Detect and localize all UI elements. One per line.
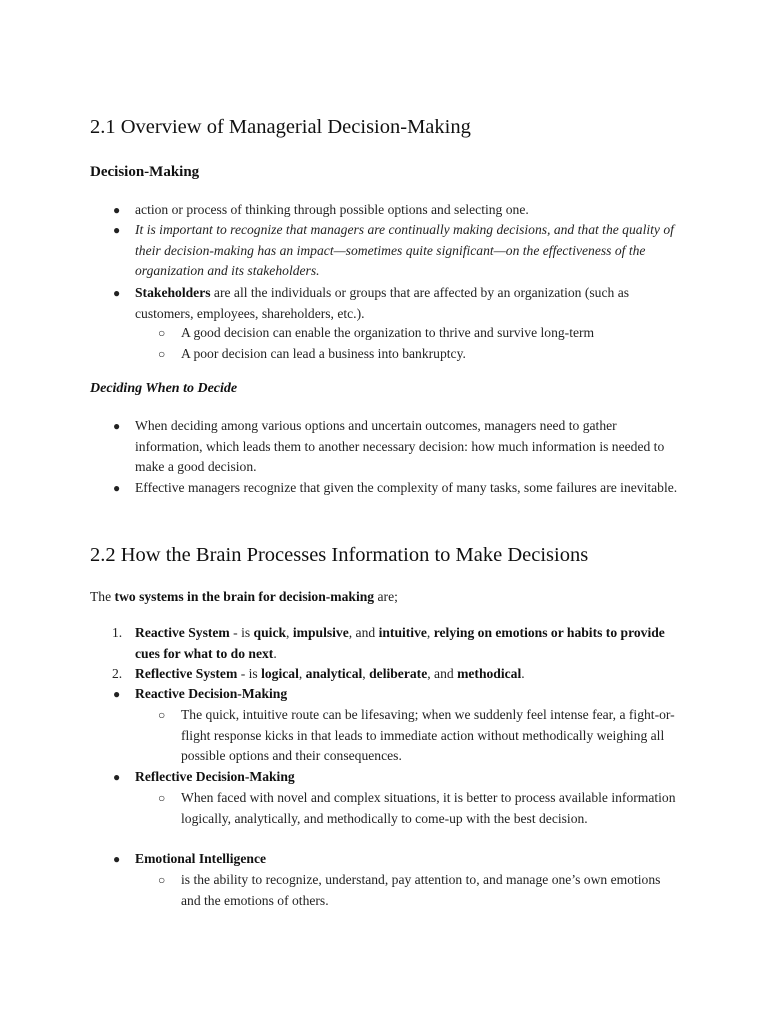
text: - is: [229, 625, 254, 640]
reflective-heading: Reflective Decision-Making: [135, 769, 295, 784]
sub-list-item: is the ability to recognize, understand, pay attention to, and manage one’s own emotions and the emotions of others.: [181, 872, 661, 908]
sub-list-item: The quick, intuitive route can be lifesaving; when we suddenly feel intense fear, a fight-or-flight response kicks in that leads to immediate action without methodically weighing all possible options and their consequences.: [181, 707, 675, 764]
term: relying on emotions or habits to provide cues for what to do next: [135, 625, 665, 661]
text: .: [521, 666, 525, 681]
deciding-when-heading: Deciding When to Decide: [90, 381, 238, 396]
list-item: [135, 684, 680, 705]
sub-bullet-marker: ○: [158, 708, 166, 722]
text: , and: [427, 666, 458, 681]
list-item: Effective managers recognize that given the complexity of many tasks, some failures are inevitable.: [135, 480, 678, 495]
bullet-marker: ●: [113, 286, 121, 300]
text: .: [273, 645, 277, 661]
numbered-item-reactive: [135, 623, 680, 664]
list-number: 1.: [112, 625, 123, 640]
list-item: When deciding among various options and uncertain outcomes, managers need to gather information, which leads them to another necessary decision: how much information is needed to make a good decision.: [135, 418, 665, 475]
sub-list-item: A good decision can enable the organization to thrive and survive long-term: [181, 325, 595, 340]
intro-text: The: [90, 589, 115, 604]
term: impulsive: [292, 625, 349, 640]
section-2-title: 2.2 How the Brain Processes Information to Make Decisions: [90, 544, 589, 566]
sub-bullet-marker: ○: [158, 347, 166, 361]
reactive-heading: Reactive Decision-Making: [135, 686, 288, 701]
list-number: 2.: [112, 666, 123, 681]
list-item: [135, 283, 680, 324]
term: intuitive: [378, 625, 427, 640]
term: analytical: [305, 666, 363, 681]
text: ,: [286, 625, 293, 640]
sub-bullet-marker: ○: [158, 873, 166, 887]
stakeholders-term: Stakeholders: [135, 285, 211, 300]
term: logical: [261, 666, 299, 681]
bullet-marker: ●: [113, 419, 121, 433]
sub-bullet-marker: ○: [158, 326, 166, 340]
text: ,: [298, 666, 306, 681]
emotional-heading: Emotional Intelligence: [135, 851, 267, 866]
two-systems-intro: [90, 587, 680, 608]
numbered-item-reflective: [135, 664, 680, 685]
text: , and: [348, 625, 379, 640]
term: Reflective System: [135, 666, 238, 681]
text: - is: [237, 666, 262, 681]
term: Reactive System: [135, 625, 230, 640]
text: ,: [426, 625, 434, 640]
list-item: It is important to recognize that managers are continually making decisions, and that the quality of their decision-making has an impact—sometimes quite significant—on the effectiveness of the organization and its stakeholders.: [135, 222, 674, 279]
text: ,: [362, 666, 370, 681]
bullet-marker: ●: [113, 687, 121, 701]
sub-list-item: When faced with novel and complex situations, it is better to process available information logically, analytically, and methodically to come-up with the best decision.: [181, 790, 676, 826]
bullet-marker: ●: [113, 770, 121, 784]
term: quick: [253, 625, 287, 640]
list-item: [135, 849, 680, 870]
bullet-marker: ●: [113, 203, 121, 217]
bullet-marker: ●: [113, 223, 121, 237]
bullet-marker: ●: [113, 852, 121, 866]
section-1-title: 2.1 Overview of Managerial Decision-Making: [90, 116, 471, 138]
decision-making-heading: Decision-Making: [90, 164, 200, 180]
bullet-marker: ●: [113, 481, 121, 495]
sub-list-item: A poor decision can lead a business into bankruptcy.: [181, 346, 466, 361]
list-item: [135, 767, 680, 788]
intro-text-end: are;: [374, 589, 398, 604]
list-item: action or process of thinking through possible options and selecting one.: [135, 202, 529, 217]
term: deliberate: [369, 666, 428, 681]
term: methodical: [457, 666, 522, 681]
intro-bold: two systems in the brain for decision-making: [114, 589, 375, 604]
stakeholders-definition: are all the individuals or groups that are affected by an organization (such as customers, employees, shareholders, etc.).: [135, 285, 630, 321]
sub-bullet-marker: ○: [158, 791, 166, 805]
